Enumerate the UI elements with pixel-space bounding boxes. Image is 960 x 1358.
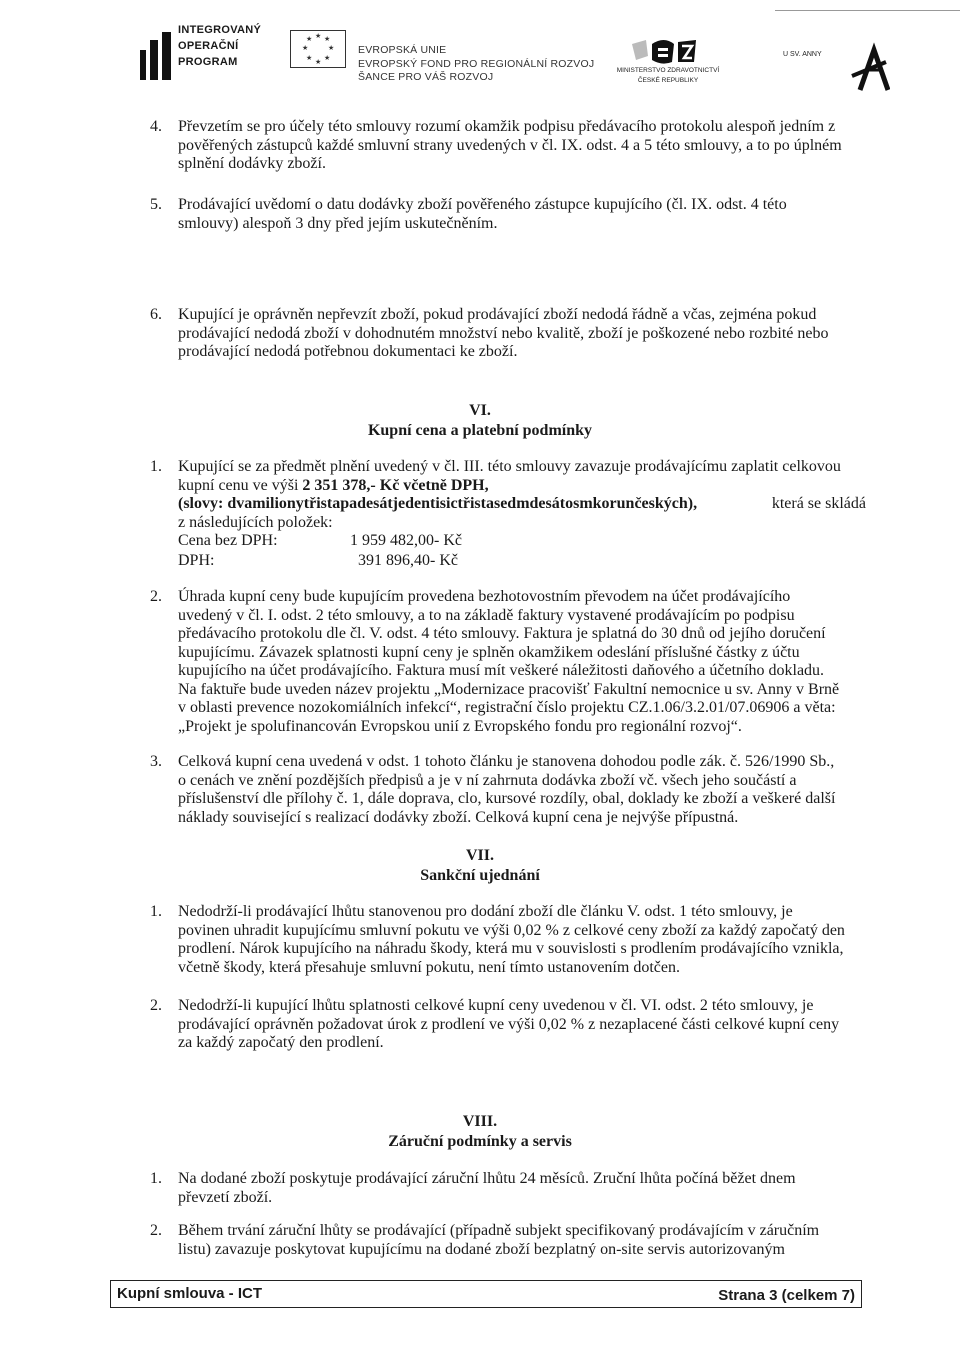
paragraph-viii-1 bbox=[178, 1170, 866, 1207]
paragraph-6 bbox=[178, 306, 866, 362]
ministry-line: MINISTERSTVO ZDRAVOTNICTVÍ bbox=[616, 67, 720, 74]
paragraph-number: 1. bbox=[150, 458, 162, 475]
text-span: která se skládá bbox=[771, 495, 866, 512]
text-line: Nedodrží-li kupující lhůtu splatnosti celkové kupní ceny uvedenou v čl. VI. odst. 2 této smlouvy, je bbox=[178, 997, 814, 1014]
text-line bbox=[178, 477, 866, 496]
text-line: převzetí zboží. bbox=[178, 1188, 273, 1206]
paragraph-number: 2. bbox=[150, 997, 162, 1014]
text-line: uvedený v čl. I. odst. 2 této smlouvy, a to na základě faktury vystavené prodávajícím po podpisu bbox=[178, 606, 795, 624]
section-number: VI. bbox=[469, 402, 491, 419]
text-line: prodávající nedodá zboží v dohodnutém množství nebo kvalitě, zboží je poškozené nebo rozbité nebo bbox=[178, 324, 829, 342]
text-line: předávacího protokolu dle čl. V. odst. 4 této smlouvy. Faktura je splatná do 30 dnů od jejího doručení bbox=[178, 625, 826, 642]
text-line: Kupující je oprávněn nepřevzít zboží, pokud prodávající zboží nedodá řádně a včas, zejména pokud bbox=[178, 306, 817, 323]
text-line: kupujícímu. Závazek splatnosti kupní ceny je splněn okamžikem odeslání příslušné částky z účtu bbox=[178, 643, 800, 661]
header-rule bbox=[775, 10, 960, 11]
ministry-line: ČESKÉ REPUBLIKY bbox=[637, 77, 699, 84]
page-number: Strana 3 (celkem 7) bbox=[718, 1287, 855, 1304]
hospital-logo-icon bbox=[780, 30, 890, 100]
price-in-words: (slovy: dvamilionytřistapadesátjedentisictřistasedmdesátosmkorunčeských), bbox=[178, 495, 698, 512]
paragraph-number: 4. bbox=[150, 118, 162, 135]
paragraph-number: 2. bbox=[150, 1222, 162, 1239]
iop-line: OPERAČNÍ bbox=[178, 40, 239, 52]
text-line: Úhrada kupní ceny bude kupujícím provedena bezhotovostním převodem na účet prodávajícího bbox=[178, 588, 791, 605]
eu-line: ŠANCE PRO VÁŠ ROZVOJ bbox=[358, 71, 494, 83]
price-row bbox=[178, 552, 458, 571]
text-line bbox=[178, 495, 866, 514]
text-line: smlouvy) alespoň 3 dny před jejím uskutečněním. bbox=[178, 214, 498, 232]
text-line: listu) zavazuje poskytovat kupujícímu na dodané zboží bezplatný on-site servis autorizovaným bbox=[178, 1240, 785, 1258]
text-line: Převzetím se pro účely této smlouvy rozumí okamžik podpisu předávacího protokolu alespoň jedním z bbox=[178, 118, 836, 135]
paragraph-vi-2 bbox=[178, 588, 866, 736]
text-line: o cenách ve znění pozdějších předpisů a je v ní zahrnuta dodávka zboží vč. všech jeho součástí a bbox=[178, 771, 797, 789]
paragraph-vii-1 bbox=[178, 903, 866, 977]
price-value: 391 896,40- Kč bbox=[358, 552, 458, 569]
text-line: v oblasti prevence nozokomiálních infekcí“, registrační číslo projektu CZ.1.06/3.2.01/07.06906 a věta: bbox=[178, 699, 836, 716]
iop-logo-text bbox=[178, 22, 261, 70]
section-number: VII. bbox=[465, 847, 494, 864]
iop-line: PROGRAM bbox=[178, 56, 238, 68]
text-line: prodávající nedodá potřebnou dokumentaci ke zboží. bbox=[178, 343, 518, 360]
section-number: VIII. bbox=[462, 1113, 498, 1130]
text-line: Kupující se za předmět plnění uvedený v čl. III. této smlouvy zavazuje prodávajícímu zaplatit celkovou bbox=[178, 458, 841, 475]
footer-title: Kupní smlouva - ICT bbox=[117, 1285, 263, 1302]
text-line: prodávající oprávněn požadovat úrok z prodlení ve výši 0,02 % z nezaplacené části celkové kupní ceny bbox=[178, 1015, 840, 1033]
price-label: Cena bez DPH: bbox=[178, 532, 278, 549]
text-line: pověřených zástupců každé smluvní strany uvedených v čl. IX. odst. 4 a 5 této smlouvy, a to po úplném bbox=[178, 136, 842, 154]
paragraph-5 bbox=[178, 196, 866, 233]
paragraph-vii-2 bbox=[178, 997, 866, 1053]
eu-flag-icon: ★ ★ ★ ★ ★ ★ ★ ★ bbox=[290, 30, 346, 68]
text-line: „Projekt je spolufinancován Evropskou unií z Evropského fondu pro regionální rozvoj“. bbox=[178, 717, 742, 735]
text-line: Na dodané zboží poskytuje prodávající záruční lhůtu 24 měsíců. Zruční lhůta počíná běžet dnem bbox=[178, 1170, 796, 1187]
text-line: Nedodrží-li prodávající lhůtu stanovenou pro dodání zboží dle článku V. odst. 1 této smlouvy, je bbox=[178, 903, 793, 920]
paragraph-vi-3 bbox=[178, 753, 866, 827]
text-line: splnění dodávky zboží. bbox=[178, 155, 326, 172]
paragraph-number: 5. bbox=[150, 196, 162, 213]
text-line: příslušenství dle přílohy č. 1, dále doprava, clo, kursové rozdíly, obal, doklady ke zboží a veškeré další bbox=[178, 790, 836, 807]
section-title: Záruční podmínky a servis bbox=[388, 1133, 572, 1150]
iop-line: INTEGROVANÝ bbox=[178, 24, 262, 36]
text-line: kupujícího na účet prodávajícího. Faktura musí mít veškeré náležitosti daňového a účetního dokladu. bbox=[178, 662, 825, 679]
paragraph-number: 1. bbox=[150, 1170, 162, 1187]
paragraph-viii-2 bbox=[178, 1222, 866, 1259]
paragraph-number: 3. bbox=[150, 753, 162, 770]
text-line: povinen uhradit kupujícímu smluvní pokutu ve výši 0,02 % z celkové ceny zboží za každý započatý den bbox=[178, 921, 845, 939]
text-line: Celková kupní cena uvedená v odst. 1 tohoto článku je stanovena dohodou podle zák. č. 526/1990 Sb., bbox=[178, 753, 835, 770]
page-footer bbox=[110, 1280, 862, 1308]
total-price: 2 351 378,- Kč včetně DPH, bbox=[302, 476, 489, 494]
eu-line: EVROPSKÁ UNIE bbox=[358, 44, 447, 56]
text-line: Prodávající uvědomí o datu dodávky zboží pověřeného zástupce kupujícího (čl. IX. odst. 4 této bbox=[178, 196, 787, 213]
paragraph-vi-1 bbox=[178, 458, 866, 532]
text-line: prodlení. Nárok kupujícího na náhradu škody, která mu v souvislosti s prodlením prodávajícího vznikla, bbox=[178, 940, 844, 957]
text-line: náklady související s realizací dodávky zboží. Celková kupní cena je nejvýše přípustná. bbox=[178, 808, 739, 826]
text-line: z následujících položek: bbox=[178, 513, 333, 531]
text-line: Na faktuře bude uveden název projektu „Modernizace pracovišť Fakultní nemocnice u sv. Anny v Brně bbox=[178, 680, 840, 698]
hospital-text: U SV. ANNY bbox=[783, 51, 822, 58]
text-span: kupní cenu ve výši bbox=[178, 476, 303, 494]
text-line: za každý započatý den prodlení. bbox=[178, 1034, 384, 1051]
price-label: DPH: bbox=[178, 552, 215, 569]
section-title: Sankční ujednání bbox=[420, 867, 540, 884]
paragraph-number: 6. bbox=[150, 306, 162, 323]
ministry-text bbox=[588, 66, 748, 86]
section-title: Kupní cena a platební podmínky bbox=[367, 422, 593, 439]
page-header bbox=[0, 0, 960, 110]
paragraph-number: 2. bbox=[150, 588, 162, 605]
eu-text bbox=[358, 44, 594, 85]
eu-line: EVROPSKÝ FOND PRO REGIONÁLNÍ ROZVOJ bbox=[358, 57, 595, 70]
text-line: včetně škody, která přesahuje smluvní pokutu, není tímto ustanovením dotčen. bbox=[178, 958, 680, 976]
price-row bbox=[178, 532, 462, 551]
price-value: 1 959 482,00- Kč bbox=[350, 532, 462, 549]
paragraph-4 bbox=[178, 118, 866, 174]
paragraph-number: 1. bbox=[150, 903, 162, 920]
text-line: Během trvání záruční lhůty se prodávající (případně subjekt specifikovaný prodávajícím v záručním bbox=[178, 1222, 820, 1239]
